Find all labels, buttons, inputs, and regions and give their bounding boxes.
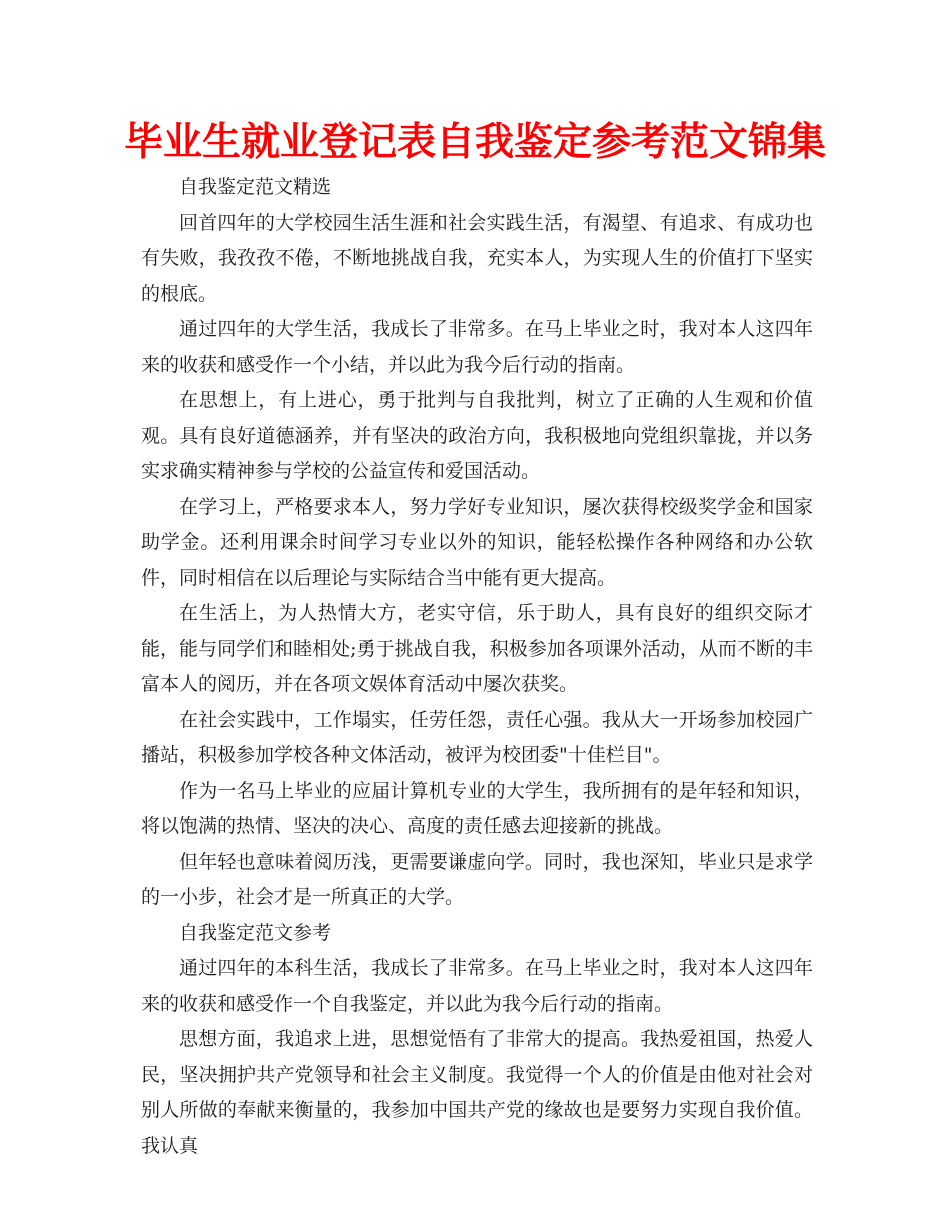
paragraph: 但年轻也意味着阅历浅，更需要谦虚向学。同时，我也深知，毕业只是求学的一小步，社会才是一所真正的大学。 [141, 850, 813, 908]
paragraph: 在思想上，有上进心，勇于批判与自我批判，树立了正确的人生观和价值观。具有良好道德涵养，并有坚决的政治方向，我积极地向党组织靠拢，并以务实求确实精神参与学校的公益宣传和爱国活动。 [141, 389, 813, 482]
document-body [141, 170, 813, 1164]
paragraph: 在生活上，为人热情大方，老实守信，乐于助人，具有良好的组织交际才能，能与同学们和睦相处;勇于挑战自我，积极参加各项课外活动，从而不断的丰富本人的阅历，并在各项文娱体育活动中屡次获奖。 [141, 602, 813, 695]
section-heading: 自我鉴定范文精选 [179, 176, 332, 198]
paragraph: 作为一名马上毕业的应届计算机专业的大学生，我所拥有的是年轻和知识，将以饱满的热情、坚决的决心、高度的责任感去迎接新的挑战。 [141, 779, 813, 837]
section-heading: 自我鉴定范文参考 [179, 921, 332, 944]
paragraph: 在学习上，严格要求本人，努力学好专业知识，屡次获得校级奖学金和国家助学金。还利用课余时间学习专业以外的知识，能轻松操作各种网络和办公软件，同时相信在以后理论与实际结合当中能有更大提高。 [141, 495, 813, 589]
paragraph: 通过四年的本科生活，我成长了非常多。在马上毕业之时，我对本人这四年来的收获和感受作一个自我鉴定，并以此为我今后行动的指南。 [141, 957, 813, 1015]
paragraph: 思想方面，我追求上进，思想觉悟有了非常大的提高。我热爱祖国，热爱人民，坚决拥护共产党领导和社会主义制度。我觉得一个人的价值是由他对社会对别人所做的奉献来衡量的，我参加中国共产党的缘故也是要努力实现自我价值。我认真 [141, 1028, 813, 1157]
paragraph: 通过四年的大学生活，我成长了非常多。在马上毕业之时，我对本人这四年来的收获和感受作一个小结，并以此为我今后行动的指南。 [141, 318, 813, 376]
paragraph: 回首四年的大学校园生活生涯和社会实践生活，有渴望、有追求、有成功也有失败，我孜孜不倦，不断地挑战自我，充实本人，为实现人生的价值打下坚实的根底。 [141, 211, 813, 305]
paragraph: 在社会实践中，工作塌实，任劳任怨，责任心强。我从大一开场参加校园广播站，积极参加学校各种文体活动，被评为校团委"十佳栏目"。 [141, 708, 813, 766]
document-title: 毕业生就业登记表自我鉴定参考范文锦集 [123, 120, 826, 165]
